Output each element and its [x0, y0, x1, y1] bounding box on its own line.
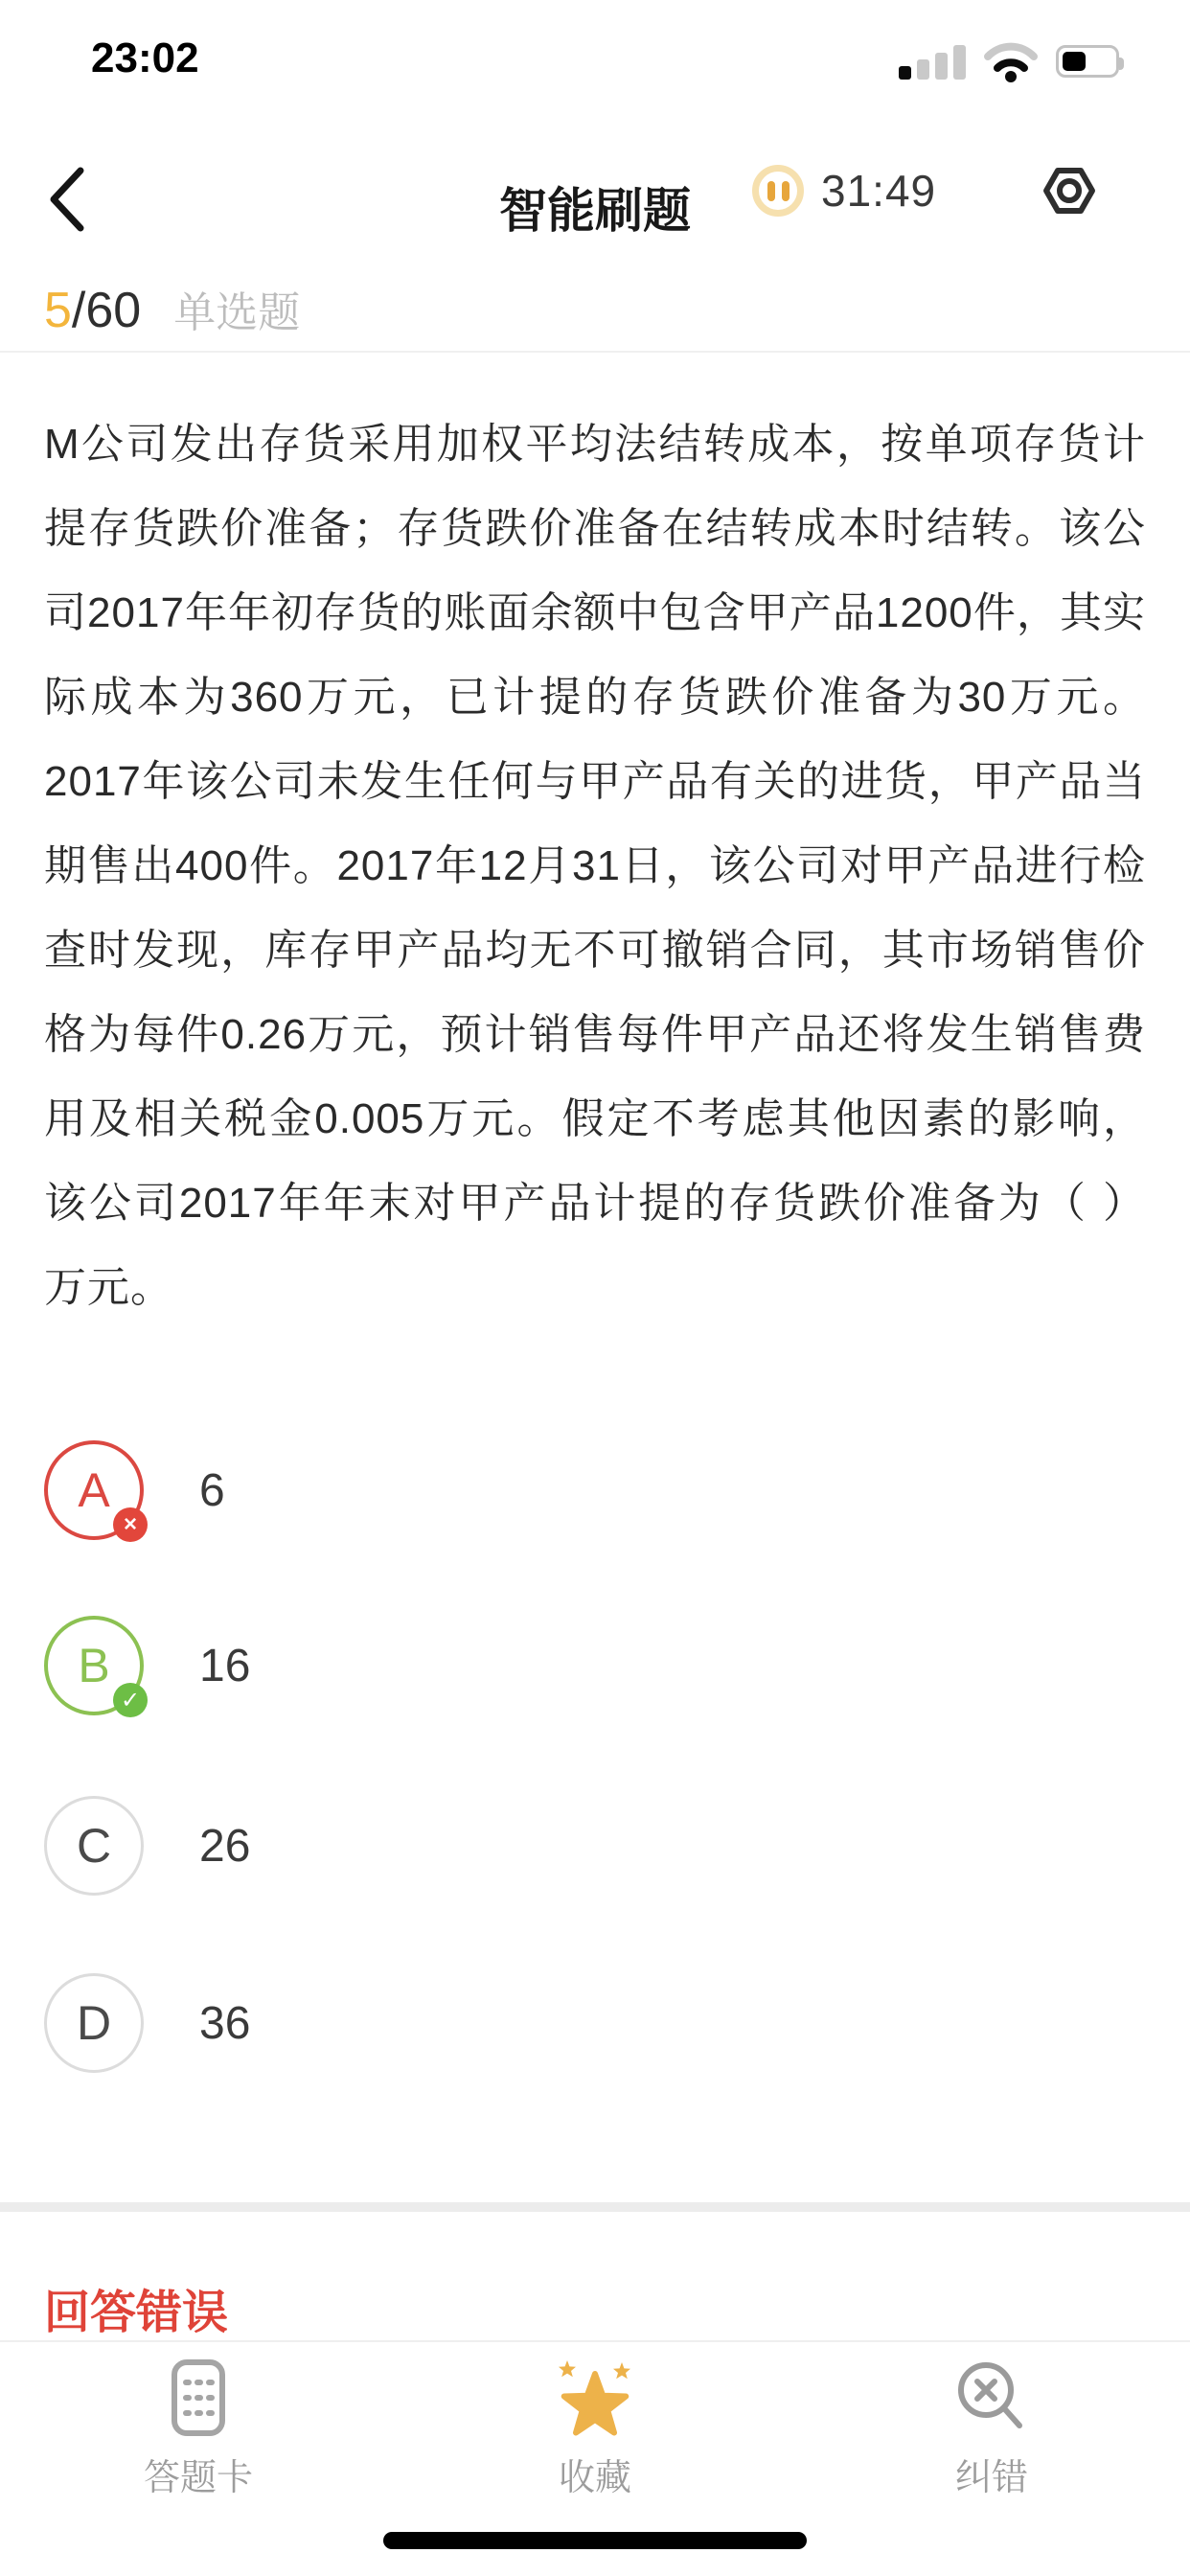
- section-separator: [0, 2202, 1190, 2212]
- pause-button[interactable]: [752, 165, 804, 217]
- tab-error-report-label: 纠错: [954, 2458, 1028, 2498]
- divider: [0, 351, 1190, 353]
- answer-result-status: 回答错误: [44, 2288, 229, 2338]
- option-d-circle: [44, 1973, 144, 2073]
- option-a-letter: A: [78, 1463, 110, 1517]
- wifi-icon: [983, 40, 1039, 82]
- battery-icon: [1056, 45, 1119, 78]
- magnifier-x-icon: [954, 2358, 1029, 2437]
- option-c[interactable]: [44, 1796, 250, 1896]
- home-indicator[interactable]: [383, 2532, 807, 2549]
- option-d-value: 36: [199, 1997, 251, 2049]
- option-c-letter: C: [76, 1819, 112, 1873]
- question-total-number: /60: [71, 283, 142, 338]
- question-type-label: 单选题: [173, 289, 301, 336]
- pause-icon: [782, 181, 790, 201]
- status-icons: [899, 38, 1119, 84]
- answer-card-icon: [171, 2358, 226, 2437]
- bottom-tab-bar: [0, 2344, 1190, 2500]
- status-time: 23:02: [91, 34, 199, 81]
- hex-nut-settings-icon: [1042, 161, 1096, 220]
- option-b[interactable]: [44, 1616, 250, 1715]
- wrong-cross-badge-icon: ×: [113, 1507, 148, 1542]
- option-b-value: 16: [199, 1640, 251, 1691]
- option-a-value: 6: [199, 1464, 225, 1516]
- correct-check-badge-icon: ✓: [113, 1683, 148, 1717]
- question-current-number: 5: [44, 283, 72, 338]
- question-progress: [44, 278, 300, 339]
- star-favorite-icon: [551, 2357, 639, 2439]
- timer-value: 31:49: [821, 166, 937, 216]
- option-b-letter: B: [78, 1639, 110, 1692]
- pause-icon: [767, 181, 775, 201]
- question-text: M公司发出存货采用加权平均法结转成本，按单项存货计提存货跌价准备；存货跌价准备在结转成本时结转。该公司2017年年初存货的账面余额中包含甲产品1200件，其实际成本为360万元，已计提的存货跌价准备为30万元。2017年该公司未发生任何与甲产品有关的进货，甲产品当期售出400件。2017年12月31日，该公司对甲产品进行检查时发现，库存甲产品均无不可撤销合同，其市场销售价格为每件0.26万元，预计销售每件甲产品还将发生销售费用及相关税金0.005万元。假定不考虑其他因素的影响，该公司2017年年末对甲产品计提的存货跌价准备为（ ）万元。: [44, 421, 1146, 1311]
- tab-error-report[interactable]: [793, 2344, 1190, 2500]
- tab-answer-card-label: 答题卡: [143, 2458, 253, 2498]
- option-d-letter: D: [76, 1996, 112, 2050]
- option-b-circle: [44, 1616, 144, 1715]
- page-title: 智能刷题: [499, 184, 691, 238]
- tab-favorite-label: 收藏: [558, 2458, 631, 2498]
- settings-button[interactable]: [1042, 161, 1096, 220]
- tab-favorite[interactable]: [397, 2344, 793, 2500]
- option-d[interactable]: [44, 1973, 250, 2073]
- option-a[interactable]: [44, 1440, 225, 1540]
- timer-cluster: [752, 165, 936, 217]
- option-c-value: 26: [199, 1820, 251, 1872]
- option-c-circle: [44, 1796, 144, 1896]
- option-a-circle: [44, 1440, 144, 1540]
- divider: [0, 2340, 1190, 2342]
- tab-answer-card[interactable]: [0, 2344, 397, 2500]
- signal-strength-icon: [899, 43, 966, 80]
